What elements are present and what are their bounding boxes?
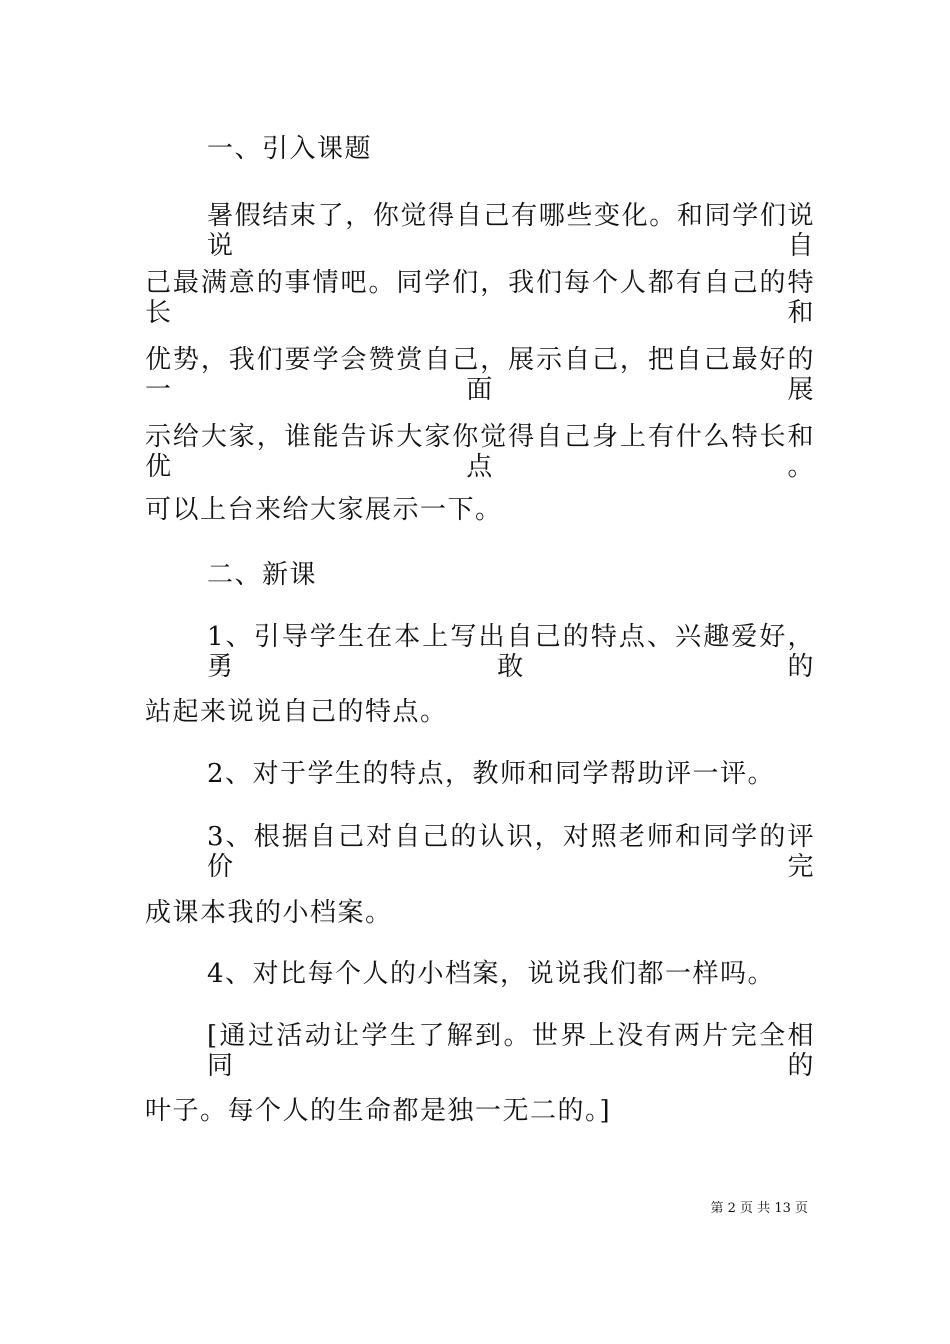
paragraph-line: 己最满意的事情吧。同学们，我们每个人都有自己的特长和 <box>145 268 815 328</box>
list-item-line: 1、引导学生在本上写出自己的特点、兴趣爱好，勇敢的 <box>207 622 815 682</box>
paragraph-line: 暑假结束了，你觉得自己有哪些变化。和同学们说说自 <box>207 201 815 261</box>
note-line: 叶子。每个人的生命都是独一无二的。] <box>145 1096 612 1126</box>
page-number: 第 2 页 共 13 页 <box>710 1201 808 1216</box>
section-heading-intro: 一、引入课题 <box>207 134 373 164</box>
note-line: [通过活动让学生了解到。世界上没有两片完全相同的 <box>207 1021 815 1081</box>
paragraph-line: 可以上台来给大家展示一下。 <box>145 495 503 525</box>
list-item-line: 4、对比每个人的小档案，说说我们都一样吗。 <box>207 959 776 989</box>
section-heading-new-lesson: 二、新课 <box>207 560 318 590</box>
list-item-line: 站起来说说自己的特点。 <box>145 697 448 727</box>
list-item-line: 3、根据自己对自己的认识，对照老师和同学的评价完 <box>207 822 815 882</box>
paragraph-line: 示给大家，谁能告诉大家你觉得自己身上有什么特长和优点。 <box>145 422 815 482</box>
list-item-line: 成课本我的小档案。 <box>145 898 393 928</box>
list-item-line: 2、对于学生的特点，教师和同学帮助评一评。 <box>207 759 776 789</box>
paragraph-line: 优势，我们要学会赞赏自己，展示自己，把自己最好的一面展 <box>145 345 815 405</box>
